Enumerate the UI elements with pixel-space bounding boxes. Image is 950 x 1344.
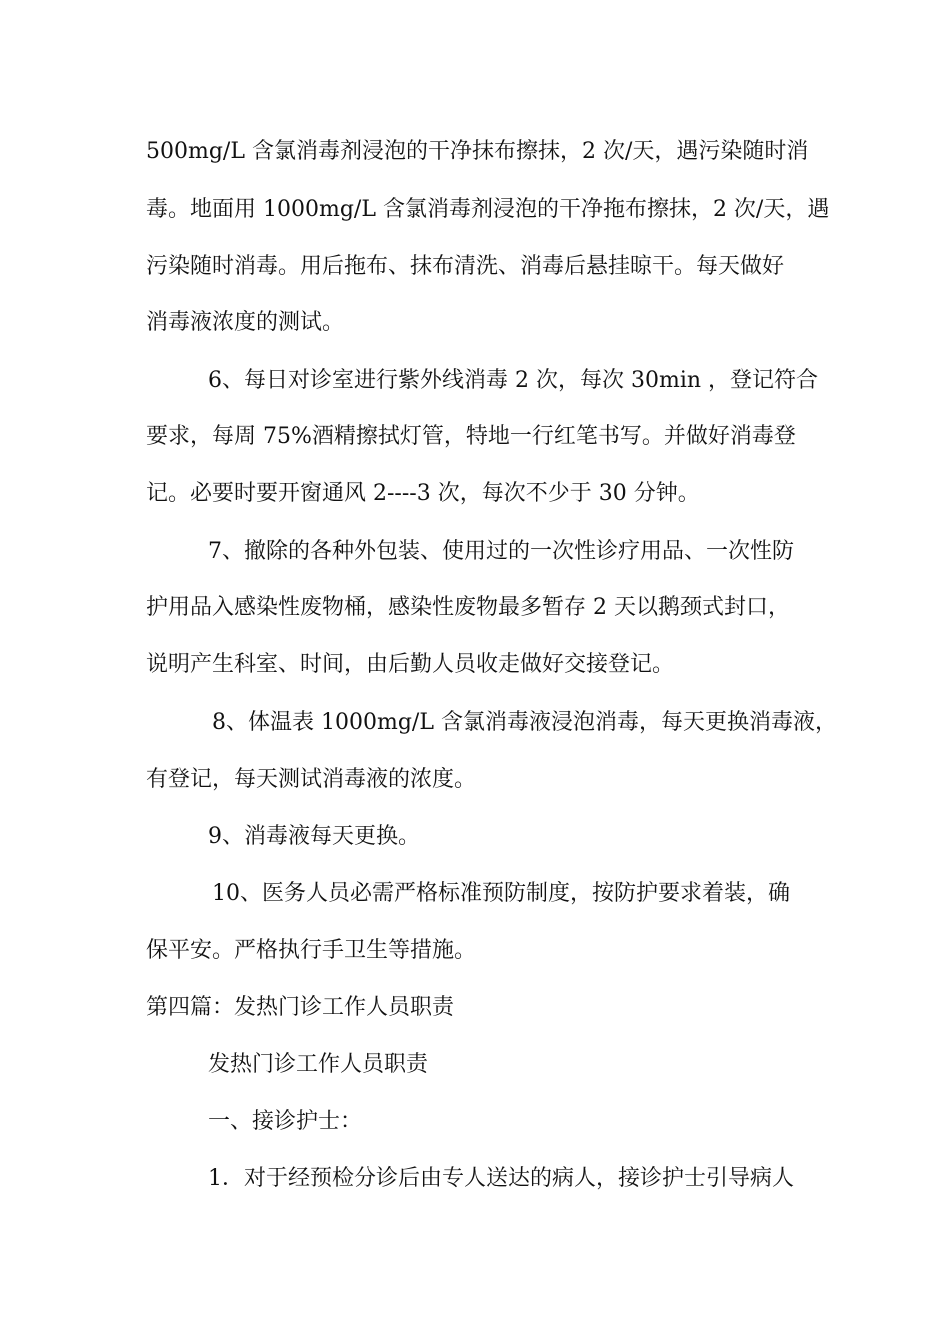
text-line: 护用品入感染性废物桶，感染性废物最多暂存 2 天以鹅颈式封口， <box>146 595 790 620</box>
text-line: 10、医务人员必需严格标准预防制度，按防护要求着装，确 <box>212 881 790 906</box>
subsection-heading: 一、接诊护士： <box>208 1109 363 1134</box>
text-line: 消毒液浓度的测试。 <box>146 310 345 335</box>
subsection-heading: 发热门诊工作人员职责 <box>208 1052 429 1077</box>
text-line: 毒。地面用 1000mg/L 含氯消毒剂浸泡的干净拖布擦抹，2 次/天，遇 <box>146 197 830 222</box>
text-line: 7、撤除的各种外包装、使用过的一次性诊疗用品、一次性防 <box>208 539 794 564</box>
text-line: 保平安。严格执行手卫生等措施。 <box>146 938 477 963</box>
section-heading: 第四篇：发热门诊工作人员职责 <box>146 995 455 1020</box>
text-line: 污染随时消毒。用后拖布、抹布清洗、消毒后悬挂晾干。每天做好 <box>146 254 785 279</box>
text-line: 要求，每周 75%酒精擦拭灯管，特地一行红笔书写。并做好消毒登 <box>146 424 796 449</box>
text-line: 有登记，每天测试消毒液的浓度。 <box>146 767 477 792</box>
text-line: 记。必要时要开窗通风 2----3 次，每次不少于 30 分钟。 <box>146 481 700 506</box>
text-line: 1．对于经预检分诊后由专人送达的病人，接诊护士引导病人 <box>208 1166 794 1191</box>
text-line: 500mg/L 含氯消毒剂浸泡的干净抹布擦抹，2 次/天，遇污染随时消 <box>146 139 809 164</box>
text-line: 8、体温表 1000mg/L 含氯消毒液浸泡消毒，每天更换消毒液， <box>212 710 837 735</box>
text-line: 9、消毒液每天更换。 <box>208 824 420 849</box>
text-line: 说明产生科室、时间，由后勤人员收走做好交接登记。 <box>146 652 675 677</box>
text-line: 6、每日对诊室进行紫外线消毒 2 次，每次 30min ，登记符合 <box>208 368 819 393</box>
